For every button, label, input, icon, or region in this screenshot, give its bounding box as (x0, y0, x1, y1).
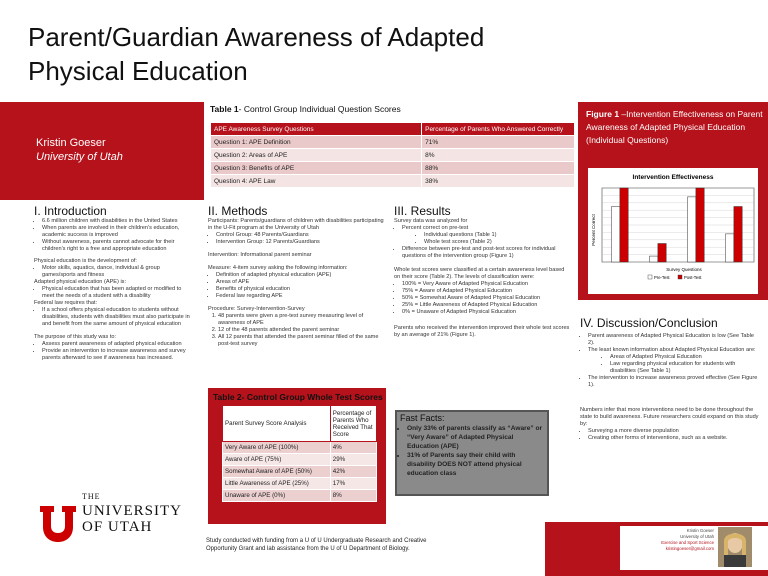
list-item: • Provide an intervention to increase awareness and survey parents afterward to see if awareness has increased. (42, 348, 194, 362)
table1-cell: Question 1: APE Definition (211, 136, 422, 149)
list-item: • Control Group: 48 Parents/Guardians (216, 232, 386, 239)
methods-paragraph: Measure: 4-item survey asking the following information: (208, 265, 348, 271)
list-item: 1. 48 parents were given a pre-test survey measuring level of awareness of APE (218, 313, 386, 327)
table2-title: Table 2- Control Group Whole Test Scores (213, 392, 383, 402)
table2-cell: 4% (330, 442, 376, 454)
chart-title: Intervention Effectiveness (632, 174, 714, 181)
table-row (223, 490, 377, 502)
list-item: • Motor skills, aquatics, dance, individual & group games/sports and fitness (42, 265, 194, 279)
legend-label: Post-Test (684, 275, 702, 280)
university-wordmark (82, 503, 182, 535)
chart-bar-post-test-q2 (658, 244, 666, 263)
chart-bar-post-test-q3 (696, 188, 704, 262)
table1-header-percentage: Percentage of Parents Who Answered Correctly (422, 123, 575, 136)
list-item: • Areas of APE (216, 279, 386, 286)
table2-header-analysis: Parent Survey Score Analysis (223, 406, 331, 442)
table1-cell: Question 2: Areas of APE (211, 149, 422, 162)
table2-cell: 42% (330, 466, 376, 478)
figure1-title-bold: Figure 1 (586, 109, 620, 119)
list-item: • Whole test scores (Table 2) (424, 239, 572, 246)
list-item: • Parent awareness of Adapted Physical Education is low (See Table 2). (588, 333, 760, 347)
logo-line-1: UNIVERSITY (82, 503, 182, 519)
table2-header-row (223, 406, 377, 442)
table1-cell: 38% (422, 175, 575, 188)
table2-header-percentage: Percentage of Parents Who Received That Score (330, 406, 376, 442)
table1-cell: 71% (422, 136, 575, 149)
table1-title (210, 104, 401, 114)
list-item: • Individual questions (Table 1) (424, 232, 572, 239)
title-line-1: Parent/Guardian Awareness of Adapted (28, 22, 485, 52)
list-item: • Percent correct on pre-test (402, 225, 572, 232)
logo-line-2: OF UTAH (82, 519, 153, 535)
methods-paragraph: Procedure: Survey-Intervention-Survey (208, 306, 305, 312)
chart-bar-pre-test-q4 (726, 234, 734, 262)
figure1-title (586, 108, 764, 147)
list-item: • 50% = Somewhat Aware of Adapted Physical Education (402, 295, 572, 302)
legend-swatch (648, 275, 652, 279)
list-item: • If a school offers physical education to students without disabilities, students with disabilities must also participate in and benefit from the same amount of physical education (42, 307, 194, 328)
intervention-chart (588, 168, 758, 294)
table2-cell: Little Awareness of APE (25%) (223, 478, 331, 490)
introduction-section (34, 204, 194, 362)
fast-facts-content (395, 410, 549, 478)
list-item: • Definition of adapted physical education (APE) (216, 272, 386, 279)
table1-header-question: APE Awareness Survey Questions (211, 123, 422, 136)
list-item: • Creating other forms of interventions, such as a website. (588, 435, 760, 442)
intro-paragraph: The purpose of this study was to: (34, 334, 117, 340)
list-item: • 6.6 million children with disabilities in the United States (42, 218, 194, 225)
table-row (211, 149, 575, 162)
author-block (36, 136, 123, 164)
acknowledgement: Study conducted with funding from a U of U Undergraduate Research and Creative Opportunity Grant and lab assistance from the U of U Department of Biology. (206, 538, 427, 552)
list-item: • 100% = Very Aware of Adapted Physical Education (402, 281, 572, 288)
author-affiliation: University of Utah (36, 151, 123, 163)
contact-line: Kristin Goeser (686, 528, 714, 533)
discussion-section (580, 316, 760, 442)
methods-heading: II. Methods (208, 204, 268, 218)
table1 (210, 122, 575, 188)
fast-facts-title: Fast Facts: (400, 413, 445, 423)
list-item: • Physical education that has been adapted or modified to meet the needs of a student with a disability (42, 286, 194, 300)
logo-the: THE (82, 492, 101, 501)
author-portrait (718, 527, 752, 567)
table-row (223, 466, 377, 478)
methods-paragraph: Intervention: Informational parent seminar (208, 252, 312, 258)
table2-cell: Aware of APE (75%) (223, 454, 331, 466)
table2-cell: Somewhat Aware of APE (50%) (223, 466, 331, 478)
methods-section (208, 204, 386, 348)
title-line-2: Physical Education (28, 56, 248, 86)
list-item: • Law regarding physical education for students with disabilities (See Table 1) (610, 361, 760, 375)
author-name: Kristin Goeser (36, 137, 106, 149)
table1-title-bold: Table 1 (210, 104, 239, 114)
list-item: • Difference between pre-test and post-test scores for individual questions of the intervention group (Figure 1) (402, 246, 572, 260)
results-paragraph: Whole test scores were classified at a certain awareness level based on their score (Table 2). The levels of classification were: (394, 267, 565, 280)
table1-header-row (211, 123, 575, 136)
chart-bar-post-test-q1 (620, 188, 628, 262)
table-row (211, 136, 575, 149)
table2-cell: Very Aware of APE (100%) (223, 442, 331, 454)
table-row (223, 442, 377, 454)
table-row (211, 175, 575, 188)
table2 (222, 405, 377, 502)
legend-swatch (678, 275, 682, 279)
list-item: • When parents are involved in their children's education, academic success is improved (42, 225, 194, 239)
list-item: • Surveying a more diverse population (588, 428, 760, 435)
list-item: • Assess parent awareness of adapted physical education (42, 341, 194, 348)
table1-cell: Question 4: APE Law (211, 175, 422, 188)
figure1-title-rest: –Intervention Effectiveness on Parent Awareness of Adapted Physical Education (Individual Questions) (586, 109, 763, 145)
poster-title (28, 20, 548, 88)
intro-paragraph: Federal law requires that: (34, 300, 98, 306)
list-item: • 25% = Little Awareness of Adapted Physical Education (402, 302, 572, 309)
table-row (211, 162, 575, 175)
chart-bar-pre-test-q1 (612, 207, 620, 263)
contact-info (624, 528, 714, 552)
table-row (223, 454, 377, 466)
contact-line: kristingoeser@gmail.com (665, 546, 714, 551)
legend-label: Pre-Test (654, 275, 670, 280)
list-item: • Only 33% of parents classify as “Aware” or “Very Aware” of Adapted Physical Education (APE) (407, 424, 545, 451)
figure1-chart-area (588, 168, 758, 294)
intro-paragraph: Physical education is the development of: (34, 258, 137, 264)
list-item: • 31% of Parents say their child with disability DOES NOT attend physical education class (407, 451, 545, 478)
table1-cell: 8% (422, 149, 575, 162)
table1-cell: Question 3: Benefits of APE (211, 162, 422, 175)
discussion-paragraph: Numbers infer that more interventions need to be done throughout the state to build awareness. Future researchers could expand on this study by: (580, 407, 759, 427)
table2-cell: Unaware of APE (0%) (223, 490, 331, 502)
chart-bar-pre-test-q2 (650, 256, 658, 262)
list-item: • The intervention to increase awareness proved effective (See Figure 1). (588, 375, 760, 389)
methods-paragraph: Participants: Parents/guardians of children with disabilities participating in the U-Fit program at the University of Utah (208, 218, 384, 231)
intro-paragraph: Adapted physical education (APE) is: (34, 279, 127, 285)
author-photo (718, 527, 752, 567)
list-item: 2. 12 of the 48 parents attended the parent seminar (218, 327, 386, 334)
list-item: • Intervention Group: 12 Parents/Guardians (216, 239, 386, 246)
table1-title-rest: - Control Group Individual Question Scores (238, 104, 401, 114)
table1-cell: 88% (422, 162, 575, 175)
table2-cell: 8% (330, 490, 376, 502)
results-paragraph: Survey data was analyzed for (394, 218, 468, 224)
contact-line: Exercise and Sport Science (661, 540, 714, 545)
contact-line: University of Utah (680, 534, 714, 539)
chart-ylabel: Percent Correct (591, 214, 596, 246)
results-paragraph: Parents who received the intervention improved their whole test scores by an average of 21% (Figure 1). (394, 325, 570, 338)
table2-cell: 17% (330, 478, 376, 490)
results-heading: III. Results (394, 204, 451, 218)
list-item: • Federal law regarding APE (216, 293, 386, 300)
list-item: • Areas of Adapted Physical Education (610, 354, 760, 361)
list-item: • 75% = Aware of Adapted Physical Education (402, 288, 572, 295)
list-item: 3. All 12 parents that attended the parent seminar filled of the same post-test survey (218, 334, 386, 348)
introduction-heading: I. Introduction (34, 204, 107, 218)
chart-bar-post-test-q4 (734, 207, 742, 263)
list-item: • Benefits of physical education (216, 286, 386, 293)
results-section (394, 204, 572, 339)
university-u-logo (38, 504, 78, 544)
list-item: • The least known information about Adapted Physical Education are: (588, 347, 760, 354)
list-item: • 0% = Unaware of Adapted Physical Education (402, 309, 572, 316)
chart-bar-pre-test-q3 (688, 197, 696, 262)
discussion-heading: IV. Discussion/Conclusion (580, 316, 718, 330)
table-row (223, 478, 377, 490)
list-item: • Without awareness, parents cannot advocate for their children's right to a free and appropriate education (42, 239, 194, 253)
chart-xlabel: Survey Questions (666, 267, 702, 272)
table2-cell: 29% (330, 454, 376, 466)
